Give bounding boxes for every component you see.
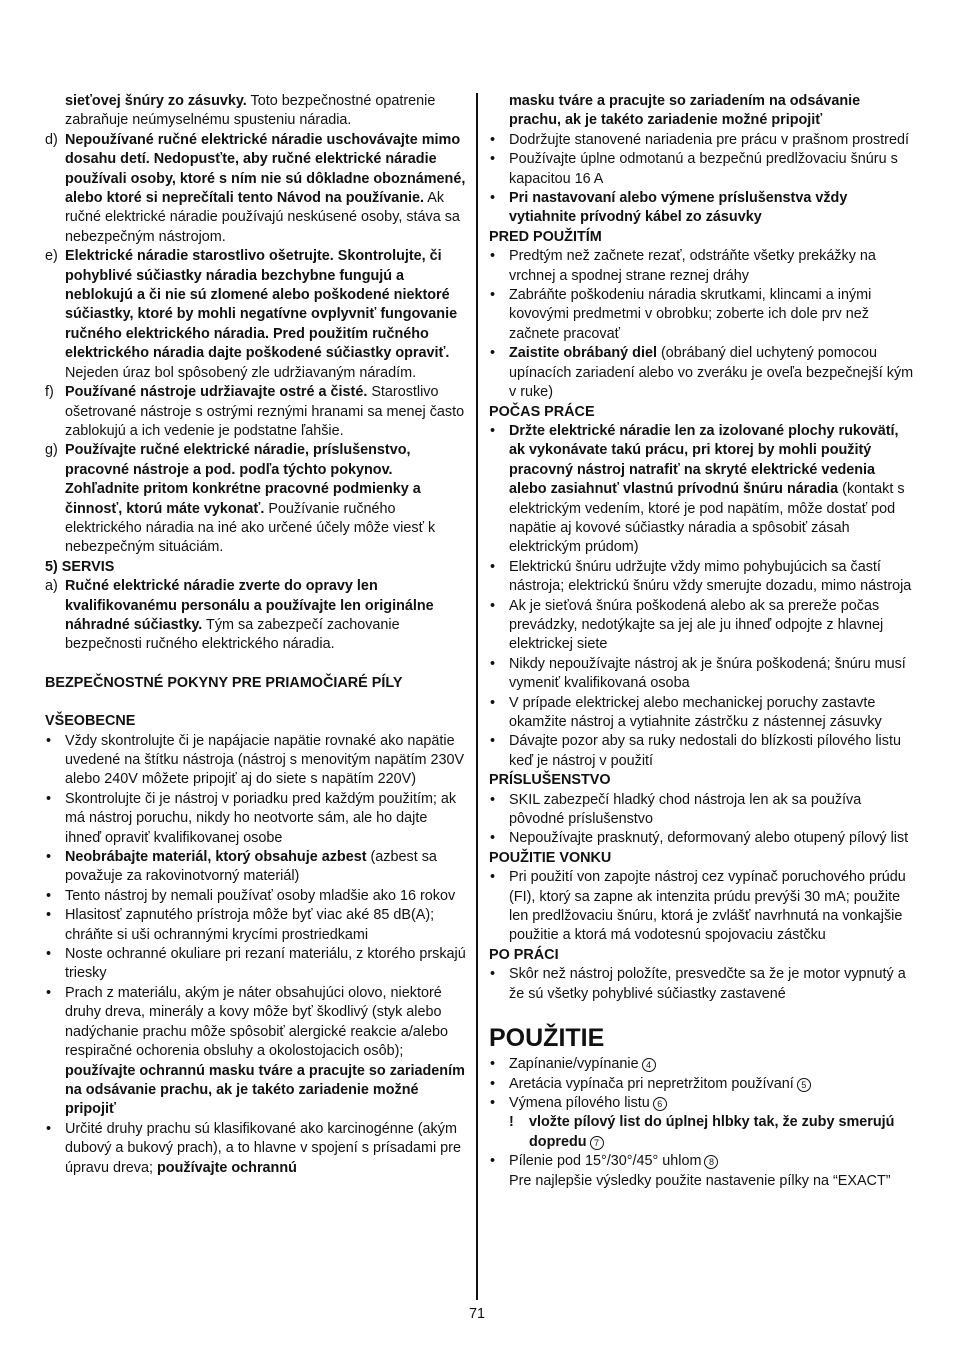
list-item: • Dodržujte stanovené nariadenia pre prácu v prašnom prostredí [490,131,909,148]
list-item: • SKIL zabezpečí hladký chod nástroja len ak sa používa pôvodné príslušenstvo [490,791,862,828]
usage-item: • Pílenie pod 15°/30°/45° uhlom 8 Pre najlepšie výsledky použite nastavenie pílky na “EXACT” [490,1153,891,1189]
list-item: • Neobrábajte materiál, ktorý obsahuje azbest (azbest sa považuje za rakovinotvorný materiál) [46,849,437,885]
item-e: e) Elektrické náradie starostlivo ošetrujte. Skontrolujte, či pohyblivé súčiastky náradia bezchybne fungujú a neblokujú a či nie sú zlomené alebo poškodené niektoré súčiastky, ktoré by mohli negatívne ovplyvniť fungovanie ručného elektrického náradia. Pred použitím ručného elektrického náradia dajte poškodené súčiastky opraviť. Nejeden úraz bol spôsobený zle udržiavaným náradím. [45,248,458,381]
list-item: • Prach z materiálu, akým je náter obsahujúci olovo, niektoré druhy dreva, minerály a kovy môže byť škodlivý (styk alebo nadýchanie prachu môže spôsobiť alergické reakcie a/alebo respiračné ochorenia obsluhy a okolostojacich osôb); používajte ochrannú masku tváre a pracujte so zariadením na odsávanie prachu, ak je takéto zariadenie možné pripojiť [46,984,465,1118]
continued-paragraph: sieťovej šnúry zo zásuvky. Toto bezpečnostné opatrenie zabraňuje neúmyselnému spusteniu náradia. [65,93,436,129]
item-a: a) Ručné elektrické náradie zverte do opravy len kvalifikovanému personálu a používajte len originálne náhradné súčiastky. Tým sa zabezpečí zachovanie bezpečnosti ručného elektrického náradia. [45,578,434,653]
right-column [489,92,914,1191]
continued-paragraph: masku tváre a pracujte so zariadením na odsávanie prachu, ak je takéto zariadenie možné pripojiť [509,93,861,129]
figure-ref-number: 5 [797,1078,811,1092]
list-item: • Skontrolujte či je nástroj v poriadku pred každým použitím; ak má nástroj poruchu, nikdy ho neotvorte sám, ale ho dajte ihneď opraviť kvalifikovanej osobe [46,790,457,846]
safety-heading: BEZPEČNOSTNÉ POKYNY PRE PRIAMOČIARÉ PÍLY [45,674,403,691]
list-item: • Noste ochranné okuliare pri rezaní materiálu, z ktorého prskajú triesky [46,946,466,982]
list-item: • Hlasitosť zapnutého prístroja môže byť viac aké 85 dB(A); chráňte si uši ochrannými krycími prostriedkami [46,907,435,943]
servis-heading: 5) SERVIS [45,558,115,575]
usage-heading: POUŽITIE [489,1024,605,1053]
list-item: • V prípade elektrickej alebo mechanickej poruchy zastavte okamžite nástroj a vytiahnite zástrčku z nástennej zásuvky [490,694,882,730]
figure-ref-number: 4 [642,1058,656,1072]
list-item: • Pri použití von zapojte nástroj cez vypínač poruchového prúdu (FI), ktorý sa zapne ak intenzita prúdu prevýši 30 mA; použite len predlžovaciu šnúru, ktorá je zvlášť navrhnutá na vonkajšie použitie a ktorá má vodotesnú spojovaciu zástčku [490,869,906,944]
list-item: • Držte elektrické náradie len za izolované plochy rukovätí, ak vykonávate takú prácu, pri ktorej by mohli použitý pracovný nástroj natrafiť na skryté elektrické vedenia alebo zasiahnuť vlastnú prívodnú šnúru náradia (kontakt s elektrickým vedením, ktoré je pod napätím, môže dostať pod napätie aj kovové súčiastky náradia a spôsobiť zásah elektrickým prúdom) [490,422,905,556]
item-g: g) Používajte ručné elektrické náradie, príslušenstvo, pracovné nástroje a pod. podľa týchto pokynov. Zohľadnite pritom konkrétne pracovné podmienky a činnosť, ktorú máte vykonať. Používanie ručného elektrického náradia na iné ako určené účely môže viesť k nebezpečným situáciám. [45,442,436,556]
list-item: • Nepoužívajte prasknutý, deformovaný alebo otupený pílový list [490,830,909,847]
column-divider [476,93,478,1300]
usage-item: • Výmena pílového listu 6 [489,1094,914,1113]
list-item: • Určité druhy prachu sú klasifikované ako karcinogénne (akým dubový a bukový prach), a to hlavne v spojení s prísadami pre úpravu dreva; používajte ochrannú [46,1120,461,1176]
list-item: • Tento nástroj by nemali používať osoby mladšie ako 16 rokov [46,887,456,904]
item-d: d) Nepoužívané ručné elektrické náradie uschovávajte mimo dosahu detí. Nedopusťte, aby ručné elektrické náradie používali osoby, ktoré s ním nie sú dôkladne oboznámené, alebo ktoré si neprečítali tento Návod na používanie. Ak ručné elektrické náradie používajú neskúsené osoby, stáva sa nebezpečným nástrojom. [45,131,466,245]
accessories-heading: PRÍSLUŠENSTVO [489,772,611,789]
list-item: • Vždy skontrolujte či je napájacie napätie rovnaké ako napätie uvedené na štítku nástroja (nástroj s menovitým napätím 230V alebo 240V môžete pripojiť aj do siete s napätím 220V) [46,732,465,788]
usage-item: • Aretácia vypínača pri nepretržitom používaní 5 [489,1075,914,1094]
list-item: • Zabráňte poškodeniu náradia skrutkami, klincami a inými kovovými predmetmi v obrobku; zoberte ich dole prv než začnete pracovať [490,287,872,342]
list-item: • Dávajte pozor aby sa ruky nedostali do blízkosti pílového listu keď je nástroj v použití [490,733,901,769]
figure-ref-number: 7 [590,1136,604,1150]
list-item: • Používajte úplne odmotanú a bezpečnú predlžovaciu šnúru s kapacitou 16 A [490,151,898,187]
usage-item: • Zapínanie/vypínanie 4 [489,1055,914,1074]
before-use-heading: PRED POUŽITÍM [489,228,602,245]
item-f: f) Používané nástroje udržiavajte ostré a čisté. Starostlivo ošetrované nástroje s ostrými reznými hranami sa menej často zablokujú a ich vedenie je podstatne ľahšie. [45,384,465,439]
list-item: • Ak je sieťová šnúra poškodená alebo ak sa prereže počas prevádzky, nedotýkajte sa jej ale ju ihneď odpojte z hlavnej elektrickej siete [490,597,884,653]
figure-ref-number: 6 [653,1097,667,1111]
outdoor-heading: POUŽITIE VONKU [489,849,612,866]
after-work-heading: PO PRÁCI [489,946,559,963]
figure-ref-number: 8 [704,1155,718,1169]
list-item: • Nikdy nepoužívajte nástroj ak je šnúra poškodená; šnúru musí vymeniť kvalifikovaná osoba [490,655,906,692]
warning-mark: ! [509,1114,514,1131]
list-item: • Elektrickú šnúru udržujte vždy mimo pohybujúcich sa častí nástroja; elektrickú šnúru vždy smerujte dozadu, mimo nástroja [490,558,912,595]
left-column [45,92,467,1178]
list-item: • Zaistite obrábaný diel (obrábaný diel uchytený pomocou upínacích zariadení alebo vo zveráku je oveľa bezpečnejší kým v ruke) [490,345,914,401]
list-item: • Pri nastavovaní alebo výmene príslušenstva vždy vytiahnite prívodný kábel zo zásuvky [490,190,848,226]
page-number: 71 [468,1306,485,1322]
list-item: • Predtým než začnete rezať, odstráňte všetky prekážky na vrchnej a spodnej strane reznej dráhy [490,248,876,284]
usage-warning: ! vložte pílový list do úplnej hlbky tak, že zuby smerujú dopredu 7 [509,1114,895,1150]
general-heading: VŠEOBECNE [45,713,136,730]
list-item: • Skôr než nástroj položíte, presvedčte sa že je motor vypnutý a že sú všetky pohyblivé súčiastky zastavené [490,966,906,1002]
during-work-heading: POČAS PRÁCE [489,403,595,420]
